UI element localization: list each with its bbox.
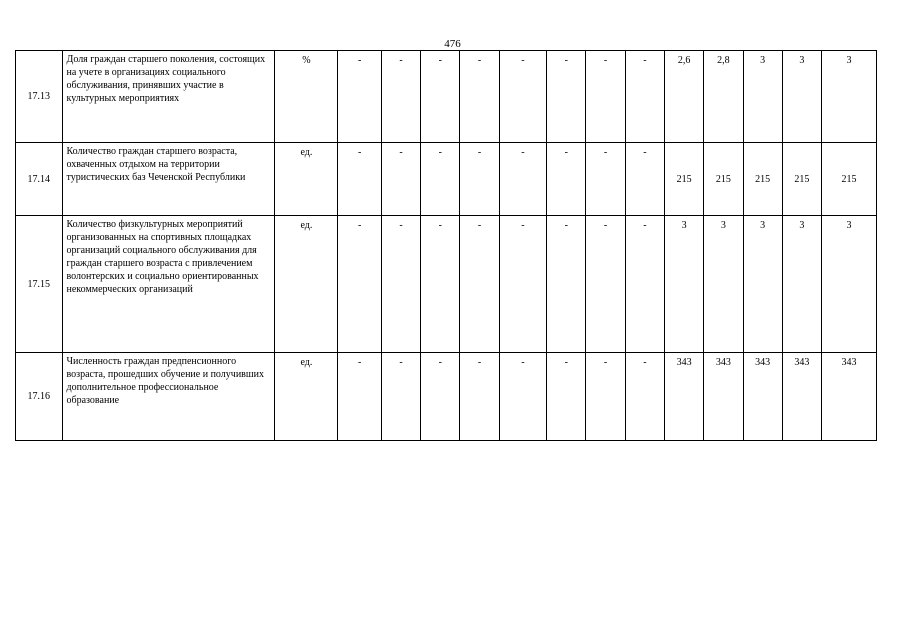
year-value-cell: - [381,353,420,441]
year-value-cell: - [547,143,586,216]
year-value-cell: - [381,143,420,216]
table-row [16,353,877,441]
indicator-table [15,50,877,441]
year-value-cell: - [547,353,586,441]
year-value-cell: - [421,143,460,216]
year-value-cell: - [586,51,625,143]
year-value-cell: 343 [704,353,743,441]
year-value-cell: - [338,51,381,143]
indicator-name: Численность граждан предпенсионного возраста, прошедших обучение и получивших дополнительное профессиональное образование [62,353,275,441]
year-value-cell: - [460,143,499,216]
year-value-cell: 343 [822,353,877,441]
table-row [16,216,877,353]
year-value-cell: - [625,216,664,353]
year-value-cell: 215 [665,143,704,216]
year-value-cell: - [625,353,664,441]
year-value-cell: - [338,143,381,216]
year-value-cell: - [460,353,499,441]
row-number: 17.13 [16,51,63,143]
year-value-cell: 3 [782,216,821,353]
year-value-cell: 3 [782,51,821,143]
unit-cell: ед. [275,216,338,353]
unit-cell: ед. [275,143,338,216]
year-value-cell: 343 [743,353,782,441]
year-value-cell: - [625,143,664,216]
year-value-cell: 215 [822,143,877,216]
page-number: 476 [444,38,461,50]
year-value-cell: - [499,353,547,441]
year-value-cell: 3 [822,51,877,143]
year-value-cell: 3 [743,51,782,143]
unit-cell: % [275,51,338,143]
year-value-cell: 215 [704,143,743,216]
year-value-cell: 3 [743,216,782,353]
year-value-cell: - [625,51,664,143]
year-value-cell: - [421,216,460,353]
year-value-cell: - [460,51,499,143]
year-value-cell: - [499,51,547,143]
year-value-cell: - [547,51,586,143]
year-value-cell: - [586,143,625,216]
year-value-cell: 343 [782,353,821,441]
year-value-cell: - [499,216,547,353]
year-value-cell: - [586,216,625,353]
year-value-cell: - [421,51,460,143]
year-value-cell: - [381,51,420,143]
indicator-name: Количество физкультурных мероприятий организованных на спортивных площадках организаций социального обслуживания для граждан старшего возраста с привлечением волонтерских и социально ориентированных некоммерческих организаций [62,216,275,353]
year-value-cell: - [421,353,460,441]
year-value-cell: - [460,216,499,353]
year-value-cell: 215 [743,143,782,216]
year-value-cell: 2,6 [665,51,704,143]
unit-cell: ед. [275,353,338,441]
year-value-cell: 2,8 [704,51,743,143]
year-value-cell: 3 [704,216,743,353]
year-value-cell: 3 [822,216,877,353]
year-value-cell: - [381,216,420,353]
year-value-cell: 343 [665,353,704,441]
year-value-cell: - [547,216,586,353]
table-row [16,51,877,143]
row-number: 17.16 [16,353,63,441]
year-value-cell: - [499,143,547,216]
year-value-cell: - [586,353,625,441]
indicator-name: Количество граждан старшего возраста, охваченных отдыхом на территории туристических баз Чеченской Республики [62,143,275,216]
year-value-cell: 215 [782,143,821,216]
year-value-cell: - [338,216,381,353]
year-value-cell: 3 [665,216,704,353]
table-row [16,143,877,216]
row-number: 17.14 [16,143,63,216]
indicator-name: Доля граждан старшего поколения, состоящих на учете в организациях социального обслуживания, принявших участие в культурных мероприятиях [62,51,275,143]
year-value-cell: - [338,353,381,441]
row-number: 17.15 [16,216,63,353]
